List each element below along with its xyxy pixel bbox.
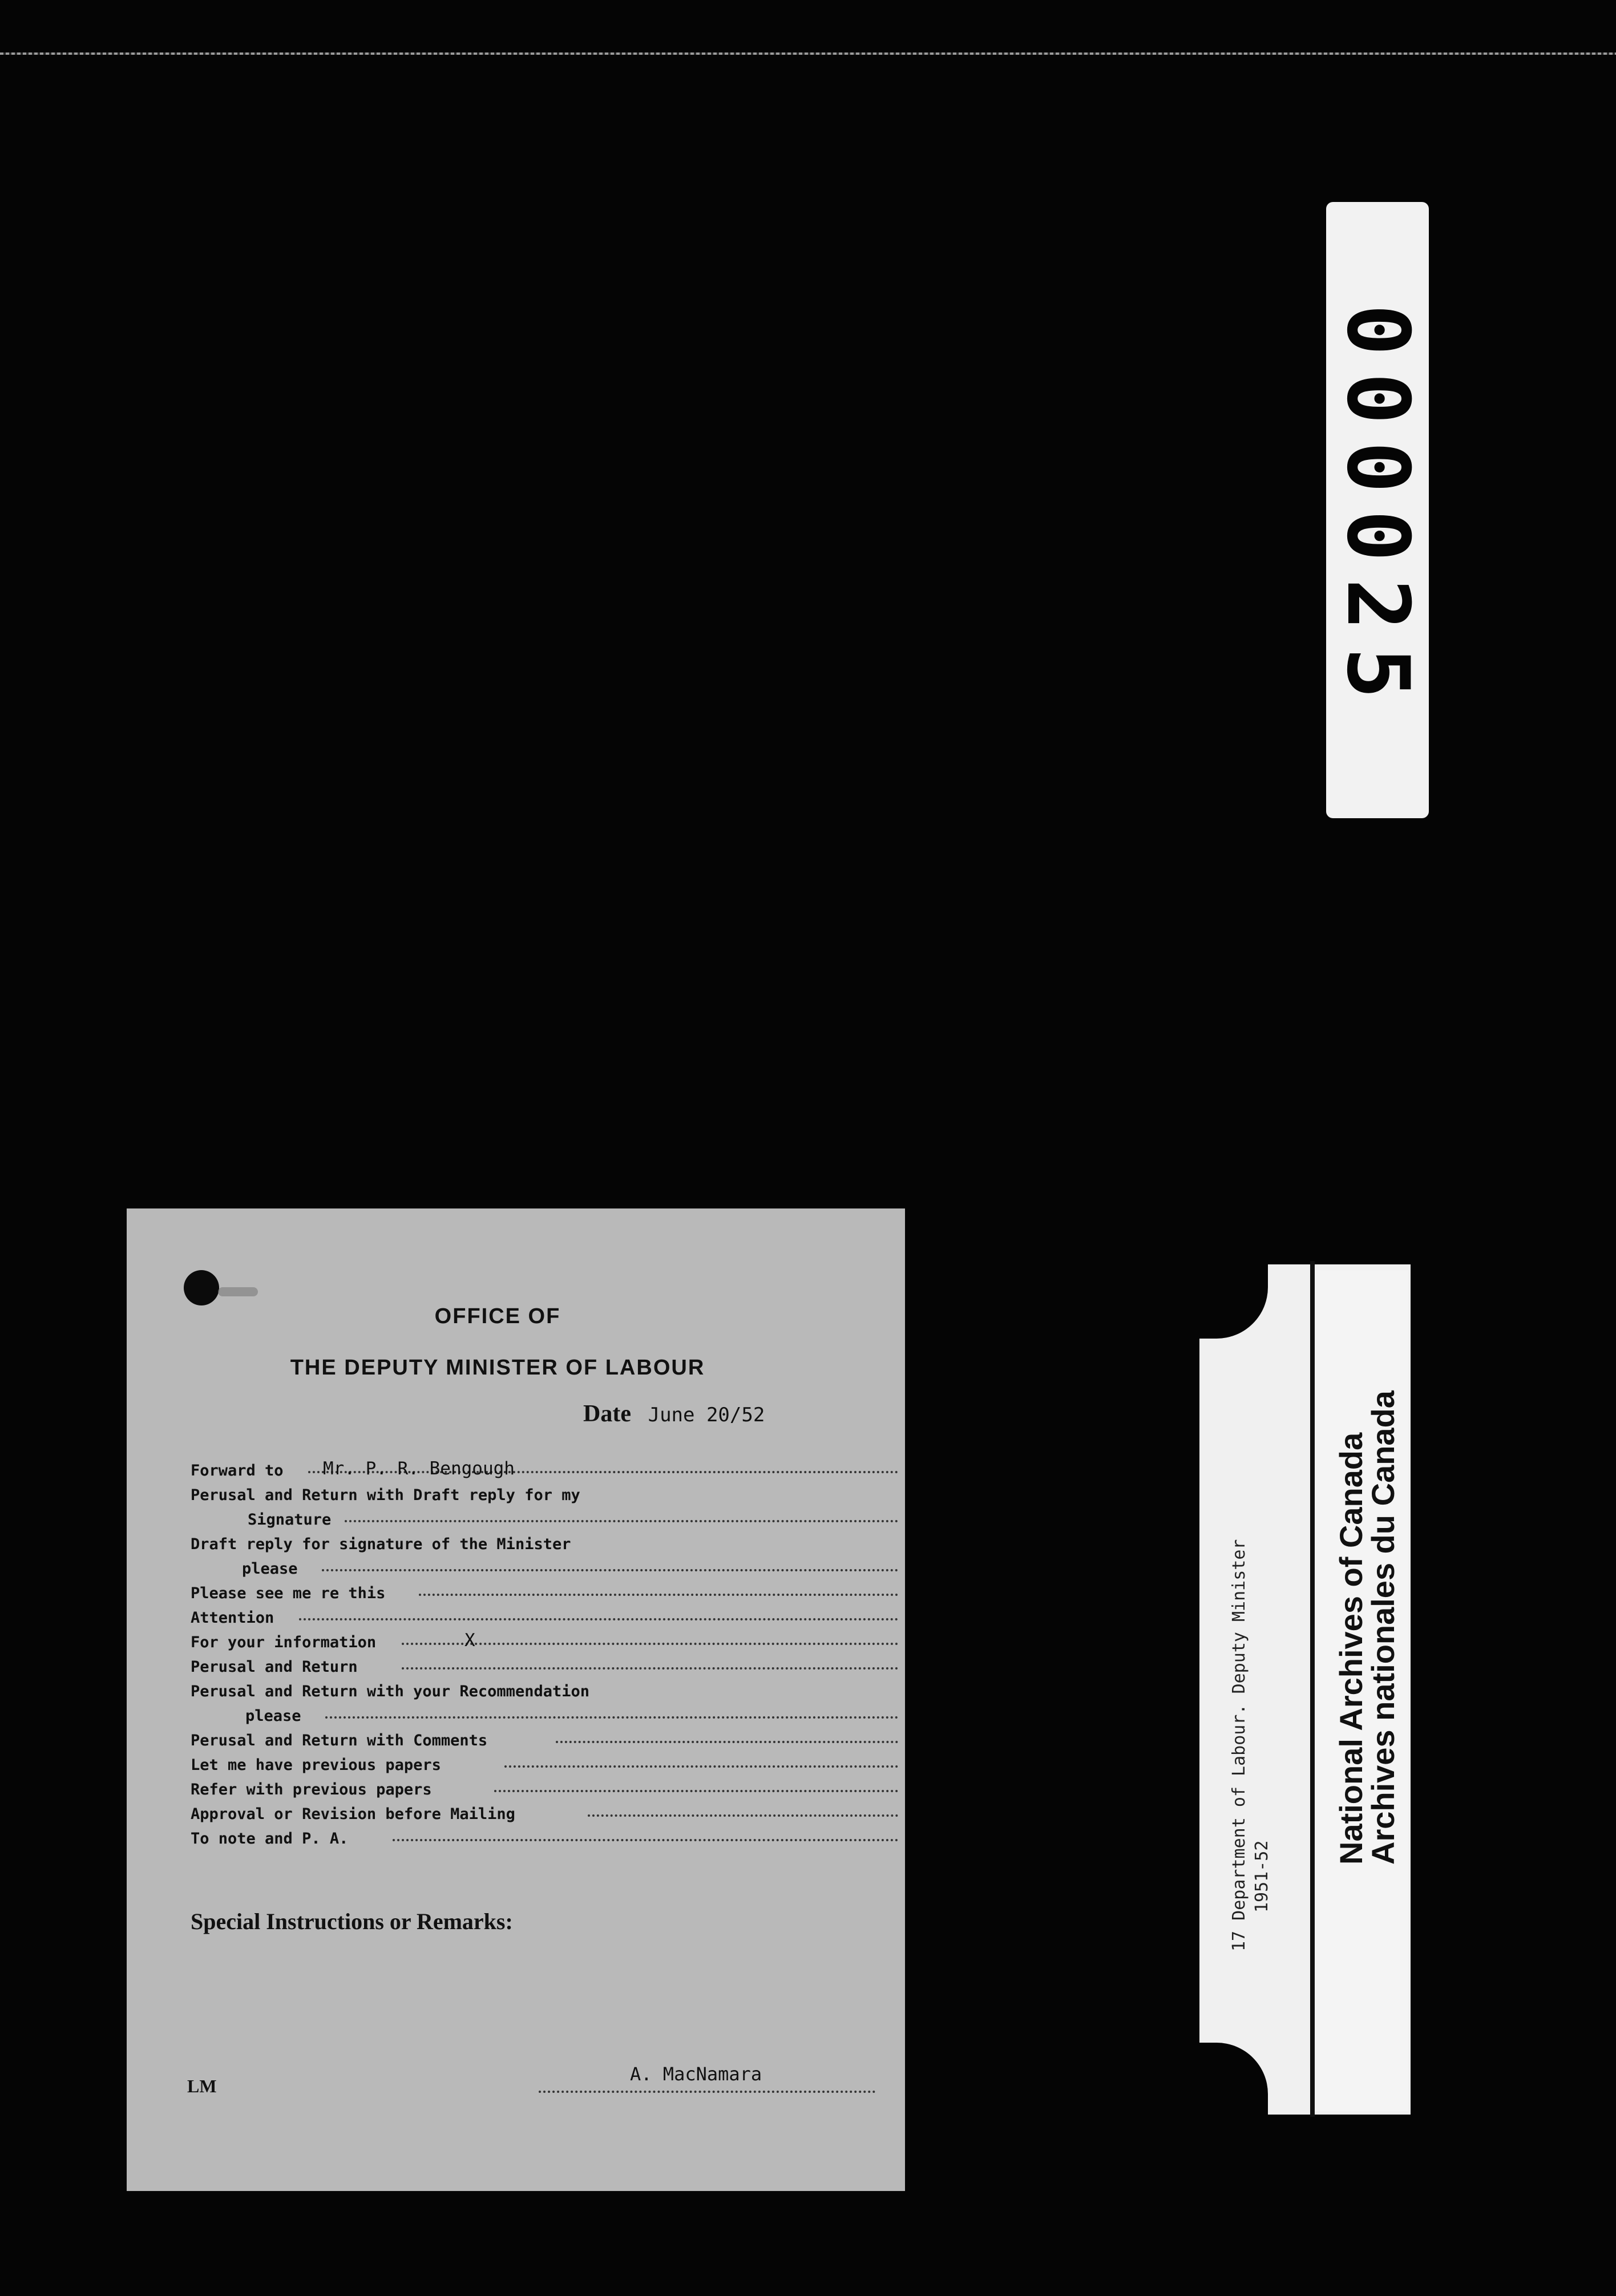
routing-label: Perusal and Return with your Recommendation bbox=[191, 1683, 589, 1700]
dotted-line bbox=[322, 1569, 898, 1571]
memo-header-office: OFFICE OF bbox=[434, 1304, 561, 1328]
archives-name-fr: Archives nationales du Canada bbox=[1365, 1390, 1401, 1865]
dotted-line bbox=[402, 1643, 898, 1645]
dotted-line bbox=[556, 1741, 898, 1743]
dotted-line bbox=[325, 1716, 898, 1719]
routing-label: Perusal and Return bbox=[191, 1658, 358, 1676]
routing-label: To note and P. A. bbox=[191, 1830, 349, 1848]
archive-label-fold bbox=[1310, 1261, 1315, 2117]
routing-row bbox=[191, 1631, 1007, 1656]
routing-label: Refer with previous papers bbox=[191, 1781, 432, 1798]
archives-credit bbox=[1335, 1390, 1399, 1865]
routing-label: Perusal and Return with Draft reply for my bbox=[191, 1486, 580, 1504]
date-label: Date bbox=[583, 1401, 631, 1427]
routing-row bbox=[191, 1680, 1007, 1705]
archives-name-en: National Archives of Canada bbox=[1333, 1432, 1369, 1865]
routing-label: Please see me re this bbox=[191, 1584, 386, 1602]
routing-label: Signature bbox=[248, 1511, 332, 1529]
routing-row bbox=[191, 1558, 1007, 1582]
routing-label: Forward to bbox=[191, 1462, 284, 1480]
dotted-line bbox=[393, 1839, 898, 1841]
file-reference bbox=[1228, 1539, 1274, 1951]
routing-row bbox=[191, 1484, 1007, 1509]
signature-name: A. MacNamara bbox=[630, 2063, 762, 2085]
routing-label: Approval or Revision before Mailing bbox=[191, 1805, 515, 1823]
file-reference-years: 1951-52 bbox=[1252, 1840, 1272, 1913]
routing-row bbox=[191, 1656, 1007, 1680]
routing-label: please bbox=[245, 1707, 301, 1725]
dotted-line bbox=[504, 1765, 898, 1768]
frame-counter bbox=[1326, 202, 1429, 818]
ink-smudge bbox=[218, 1287, 258, 1296]
special-instructions-heading: Special Instructions or Remarks: bbox=[191, 1909, 513, 1934]
file-reference-line: 17 Department of Labour. Deputy Minister bbox=[1229, 1539, 1249, 1951]
routing-label: For your information bbox=[191, 1634, 377, 1651]
routing-row bbox=[191, 1705, 1007, 1729]
film-edge-line bbox=[0, 52, 1616, 55]
routing-label: Attention bbox=[191, 1609, 274, 1627]
routing-fill: Mr. P. R. Bengough bbox=[323, 1458, 515, 1479]
routing-row bbox=[191, 1754, 1007, 1778]
routing-row bbox=[191, 1803, 1007, 1828]
signature-line bbox=[539, 2091, 875, 2093]
routing-options bbox=[191, 1460, 1007, 1852]
memo-date bbox=[583, 1400, 765, 1428]
routing-fill: X bbox=[464, 1630, 475, 1651]
dotted-line bbox=[345, 1520, 898, 1522]
routing-row bbox=[191, 1828, 1007, 1852]
dotted-line bbox=[419, 1594, 898, 1596]
dotted-line bbox=[299, 1618, 898, 1620]
typist-initials: LM bbox=[187, 2076, 217, 2096]
routing-row bbox=[191, 1582, 1007, 1607]
memo-header-title: THE DEPUTY MINISTER OF LABOUR bbox=[290, 1356, 705, 1380]
routing-label: Draft reply for signature of the Minister bbox=[191, 1535, 571, 1553]
frame-counter-number: 000025 bbox=[1328, 304, 1427, 716]
dotted-line bbox=[494, 1790, 898, 1792]
routing-row bbox=[191, 1509, 1007, 1533]
date-value: June 20/52 bbox=[648, 1404, 765, 1426]
routing-label: Perusal and Return with Comments bbox=[191, 1732, 488, 1749]
dotted-line bbox=[402, 1667, 898, 1670]
routing-row bbox=[191, 1533, 1007, 1558]
routing-label: Let me have previous papers bbox=[191, 1756, 441, 1774]
routing-row bbox=[191, 1729, 1007, 1754]
punch-hole bbox=[184, 1270, 219, 1305]
routing-label: please bbox=[242, 1560, 298, 1578]
routing-row bbox=[191, 1607, 1007, 1631]
routing-row bbox=[191, 1460, 1007, 1484]
dotted-line bbox=[588, 1814, 898, 1817]
routing-memo bbox=[127, 1208, 905, 2191]
routing-row bbox=[191, 1778, 1007, 1803]
